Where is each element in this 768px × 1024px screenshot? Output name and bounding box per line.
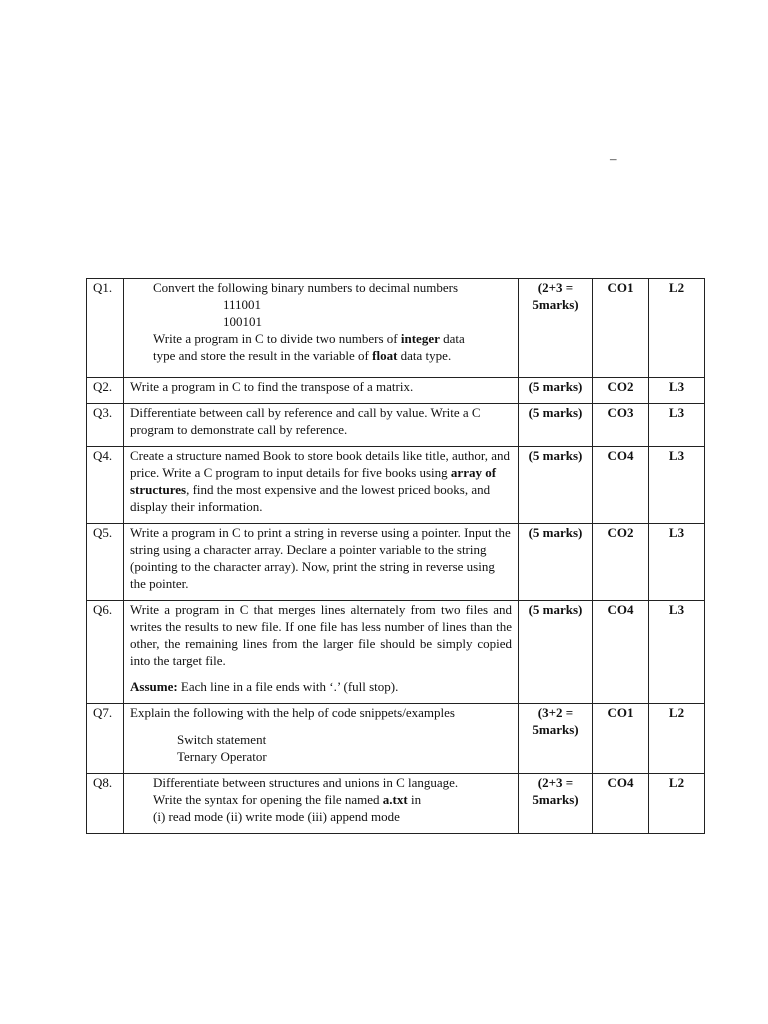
q1-line-5: type and store the result in the variable of float data type. <box>153 348 452 363</box>
course-outcome-cell: CO2 <box>593 378 649 404</box>
course-outcome-cell: CO1 <box>593 279 649 378</box>
question-number: Q3. <box>87 404 124 447</box>
marks-cell: (5 marks) <box>519 524 593 601</box>
question-table <box>86 278 705 834</box>
top-dash-mark: – <box>610 151 617 166</box>
question-number: Q6. <box>87 601 124 704</box>
q6-paragraph: Write a program in C that merges lines alternately from two files and writes the results to new file. If one file has less number of lines than the other, the remaining lines from the larger file should be simply copied into the target file. <box>130 602 512 668</box>
question-text: Write a program in C to print a string in reverse using a pointer. Input the string using a character array. Declare a pointer variable to the string (pointing to the character array). Now, print the string in reverse using the pointer. <box>124 524 519 601</box>
q7-item-1: Switch statement <box>177 732 267 747</box>
q8-line-2: Write the syntax for opening the file named a.txt in <box>153 792 422 807</box>
level-cell: L2 <box>649 279 705 378</box>
question-row-q5 <box>87 524 705 601</box>
question-number: Q4. <box>87 447 124 524</box>
question-text <box>124 704 519 774</box>
level-cell: L2 <box>649 704 705 774</box>
level-cell: L3 <box>649 404 705 447</box>
course-outcome-cell: CO3 <box>593 404 649 447</box>
course-outcome-cell: CO4 <box>593 774 649 834</box>
q8-line-3: (i) read mode (ii) write mode (iii) append mode <box>153 809 400 824</box>
question-row-q8 <box>87 774 705 834</box>
level-cell: L2 <box>649 774 705 834</box>
question-text: Differentiate between call by reference and call by value. Write a C program to demonstrate call by reference. <box>124 404 519 447</box>
question-row-q7 <box>87 704 705 774</box>
marks-cell: (5 marks) <box>519 447 593 524</box>
question-number: Q1. <box>87 279 124 378</box>
marks-cell: (5 marks) <box>519 601 593 704</box>
question-number: Q2. <box>87 378 124 404</box>
marks-cell: (3+2 = 5marks) <box>519 704 593 774</box>
q1-binary-2: 100101 <box>223 314 262 329</box>
marks-cell: (2+3 = 5marks) <box>519 774 593 834</box>
level-cell: L3 <box>649 524 705 601</box>
question-row-q4 <box>87 447 705 524</box>
marks-cell: (5 marks) <box>519 404 593 447</box>
level-cell: L3 <box>649 601 705 704</box>
question-number: Q5. <box>87 524 124 601</box>
level-cell: L3 <box>649 447 705 524</box>
q7-prompt: Explain the following with the help of code snippets/examples <box>130 705 455 720</box>
q7-item-2: Ternary Operator <box>177 749 267 764</box>
course-outcome-cell: CO4 <box>593 447 649 524</box>
course-outcome-cell: CO1 <box>593 704 649 774</box>
question-row-q2 <box>87 378 705 404</box>
question-text <box>124 774 519 834</box>
question-number: Q7. <box>87 704 124 774</box>
course-outcome-cell: CO2 <box>593 524 649 601</box>
question-row-q3 <box>87 404 705 447</box>
marks-cell: (5 marks) <box>519 378 593 404</box>
question-text: Write a program in C to find the transpose of a matrix. <box>124 378 519 404</box>
q6-assumption: Assume: Each line in a file ends with ‘.’ (full stop). <box>130 679 399 694</box>
question-text: Create a structure named Book to store book details like title, author, and price. Write a C program to input details for five books using array of structures, find the most expensive and the lowest priced books, and display their information. <box>124 447 519 524</box>
marks-cell: (2+3 = 5marks) <box>519 279 593 378</box>
course-outcome-cell: CO4 <box>593 601 649 704</box>
q1-line-4: Write a program in C to divide two numbers of integer data <box>153 331 465 346</box>
question-row-q6 <box>87 601 705 704</box>
q1-line-1: Convert the following binary numbers to decimal numbers <box>153 280 459 295</box>
question-text <box>124 601 519 704</box>
question-text <box>124 279 519 378</box>
question-number: Q8. <box>87 774 124 834</box>
level-cell: L3 <box>649 378 705 404</box>
q8-line-1: Differentiate between structures and unions in C language. <box>153 775 459 790</box>
question-row-q1 <box>87 279 705 378</box>
q1-binary-1: 111001 <box>223 297 262 312</box>
